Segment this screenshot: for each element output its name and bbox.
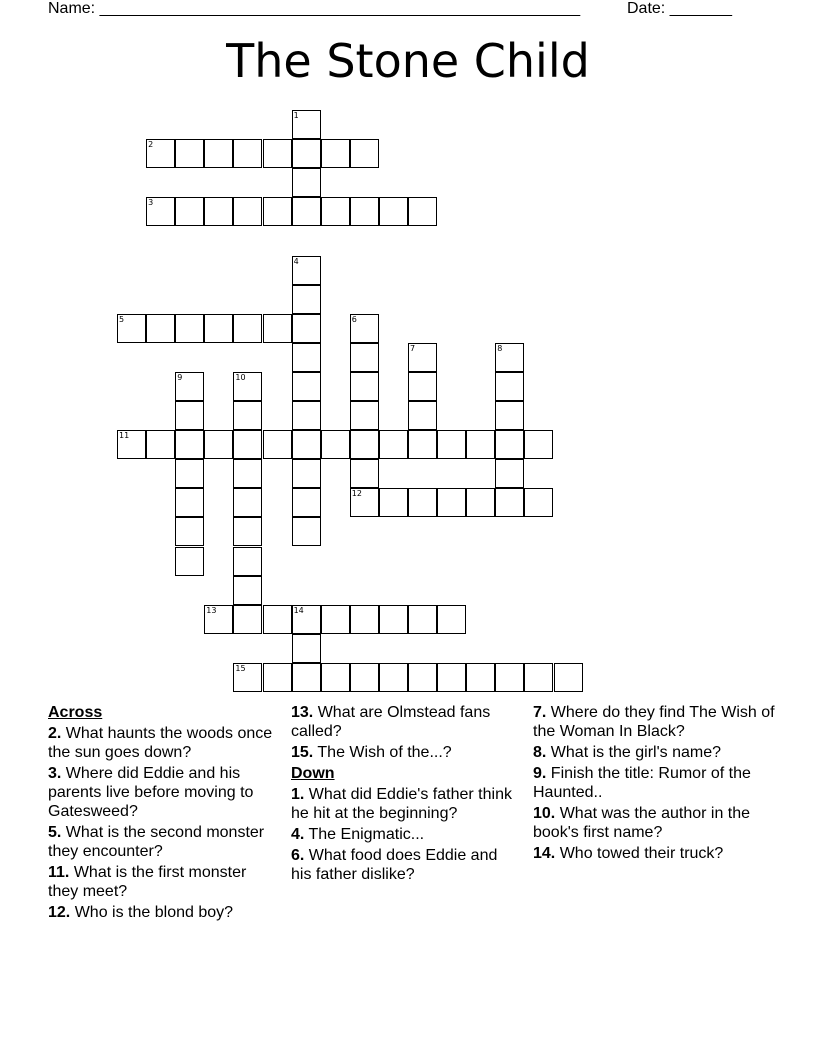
clue-text: The Wish of the...? [317,744,452,761]
grid-cell[interactable] [350,372,379,401]
clue-number: 7. [533,704,547,721]
grid-cell[interactable] [408,663,437,692]
grid-cell[interactable] [321,139,350,168]
clue-text: Who is the blond boy? [74,904,234,921]
clue-down-9 [533,764,783,802]
clue-number: 13. [291,704,314,721]
cell-number: 7 [410,343,416,353]
grid-cell[interactable] [175,430,204,459]
grid-cell[interactable] [437,430,466,459]
grid-cell[interactable] [350,605,379,634]
clue-across-11 [48,863,276,901]
clue-across-15 [291,743,521,762]
clue-down-1 [291,785,521,823]
grid-cell[interactable] [437,488,466,517]
grid-cell[interactable] [292,285,321,314]
grid-cell[interactable] [292,663,321,692]
clue-number: 5. [48,824,62,841]
grid-cell[interactable] [524,488,553,517]
grid-cell[interactable] [204,314,233,343]
grid-cell[interactable] [321,197,350,226]
grid-cell[interactable] [292,372,321,401]
grid-cell[interactable] [263,430,292,459]
grid-cell[interactable] [524,430,553,459]
clue-text: Where do they find The Wish of the Woman In Black? [533,704,775,740]
clue-text: What is the girl's name? [550,744,722,761]
clue-column-2 [291,703,521,886]
grid-cell[interactable] [408,197,437,226]
clue-number: 4. [291,826,305,843]
grid-cell[interactable] [204,139,233,168]
grid-cell[interactable] [146,139,175,168]
grid-cell[interactable] [379,197,408,226]
grid-cell[interactable] [466,430,495,459]
clue-down-14 [533,844,783,863]
grid-cell[interactable] [495,488,524,517]
grid-cell[interactable] [408,430,437,459]
clue-across-5 [48,823,276,861]
grid-cell[interactable] [292,168,321,197]
grid-cell[interactable] [292,634,321,663]
name-field[interactable]: Name: ______________________________________________________ [48,0,581,17]
clue-number: 3. [48,765,62,782]
cell-number: 11 [119,431,130,441]
clue-number: 11. [48,864,70,881]
clue-text: What did Eddie's father think he hit at the beginning? [291,786,512,822]
grid-cell[interactable] [292,139,321,168]
grid-cell[interactable] [350,663,379,692]
grid-cell[interactable] [204,430,233,459]
cell-number: 1 [293,111,299,120]
clue-down-7 [533,703,783,741]
grid-cell[interactable] [263,663,292,692]
clue-text: What is the first monster they meet? [48,864,247,900]
cell-number: 14 [293,605,304,615]
grid-cell[interactable] [233,547,262,576]
grid-cell[interactable] [263,314,292,343]
grid-cell[interactable] [292,256,321,285]
clue-across-12 [48,903,276,922]
grid-cell[interactable] [292,488,321,517]
grid-cell[interactable] [175,488,204,517]
grid-cell[interactable] [233,372,262,401]
cell-number: 8 [497,343,503,353]
grid-cell[interactable] [350,343,379,372]
grid-cell[interactable] [437,605,466,634]
clue-across-13 [291,703,521,741]
across-heading: Across [48,704,103,721]
clue-text: The Enigmatic... [308,826,425,843]
clue-down-4 [291,825,521,844]
clue-number: 2. [48,725,62,742]
cell-number: 5 [119,314,125,324]
clue-down-8 [533,743,783,762]
grid-cell[interactable] [379,663,408,692]
grid-cell[interactable] [554,663,583,692]
grid-cell[interactable] [408,605,437,634]
grid-cell[interactable] [233,663,262,692]
grid-cell[interactable] [204,197,233,226]
grid-cell[interactable] [350,139,379,168]
cell-number: 3 [148,198,154,208]
clue-text: Who towed their truck? [559,845,724,862]
grid-cell[interactable] [117,314,146,343]
grid-cell[interactable] [292,314,321,343]
clue-text: What was the author in the book's first name? [533,805,751,841]
clue-text: What haunts the woods once the sun goes down? [48,725,273,761]
clue-number: 12. [48,904,71,921]
grid-cell[interactable] [350,430,379,459]
grid-cell[interactable] [233,459,262,488]
grid-cell[interactable] [379,488,408,517]
grid-cell[interactable] [350,488,379,517]
grid-cell[interactable] [437,663,466,692]
clue-text: Where did Eddie and his parents live before moving to Gatesweed? [48,765,254,820]
grid-cell[interactable] [175,547,204,576]
grid-cell[interactable] [408,372,437,401]
grid-cell[interactable] [408,343,437,372]
grid-cell[interactable] [146,197,175,226]
grid-cell[interactable] [263,197,292,226]
clue-text: What are Olmstead fans called? [291,704,491,740]
clue-column-3 [533,703,783,865]
cell-number: 12 [351,489,362,499]
grid-cell[interactable] [350,197,379,226]
grid-cell[interactable] [321,663,350,692]
grid-cell[interactable] [175,139,204,168]
grid-cell[interactable] [292,110,321,139]
cell-number: 13 [206,605,217,615]
grid-cell[interactable] [233,139,262,168]
cell-number: 9 [177,372,183,382]
grid-cell[interactable] [233,488,262,517]
grid-cell[interactable] [233,605,262,634]
grid-cell[interactable] [146,314,175,343]
grid-cell[interactable] [292,197,321,226]
grid-cell[interactable] [495,401,524,430]
grid-cell[interactable] [321,605,350,634]
clue-down-6 [291,846,521,884]
cell-number: 15 [235,663,246,673]
grid-cell[interactable] [175,314,204,343]
clue-across-3 [48,764,276,821]
grid-cell[interactable] [292,430,321,459]
down-heading: Down [291,765,335,782]
date-field[interactable]: Date: _______ [627,0,732,17]
grid-cell[interactable] [233,576,262,605]
grid-cell[interactable] [233,401,262,430]
clue-number: 6. [291,847,305,864]
clue-number: 1. [291,786,305,803]
grid-cell[interactable] [292,459,321,488]
cell-number: 2 [148,140,154,150]
grid-cell[interactable] [350,314,379,343]
clue-number: 14. [533,845,556,862]
grid-cell[interactable] [175,459,204,488]
grid-cell[interactable] [379,430,408,459]
grid-cell[interactable] [263,605,292,634]
grid-cell[interactable] [495,343,524,372]
grid-cell[interactable] [292,343,321,372]
grid-cell[interactable] [350,401,379,430]
grid-cell[interactable] [495,459,524,488]
grid-cell[interactable] [233,314,262,343]
grid-cell[interactable] [321,430,350,459]
cell-number: 4 [293,256,299,266]
grid-cell[interactable] [175,401,204,430]
grid-cell[interactable] [524,663,553,692]
clue-number: 10. [533,805,556,822]
grid-cell[interactable] [233,517,262,546]
grid-cell[interactable] [204,605,233,634]
grid-cell[interactable] [495,663,524,692]
clue-number: 15. [291,744,314,761]
grid-cell[interactable] [292,517,321,546]
grid-cell[interactable] [495,372,524,401]
clue-text: What food does Eddie and his father dislike? [291,847,498,883]
grid-cell[interactable] [117,430,146,459]
clue-down-10 [533,804,783,842]
clue-across-2 [48,724,276,762]
grid-cell[interactable] [146,430,175,459]
grid-cell[interactable] [292,401,321,430]
clue-text: What is the second monster they encounter? [48,824,265,860]
grid-cell[interactable] [263,139,292,168]
grid-cell[interactable] [292,605,321,634]
clue-text: Finish the title: Rumor of the Haunted.. [533,765,751,801]
clue-number: 9. [533,765,547,782]
cell-number: 10 [235,372,246,382]
grid-cell[interactable] [233,197,262,226]
grid-cell[interactable] [408,488,437,517]
grid-cell[interactable] [466,488,495,517]
grid-cell[interactable] [175,517,204,546]
page-title: The Stone Child [226,34,590,88]
clue-number: 8. [533,744,547,761]
grid-cell[interactable] [408,401,437,430]
grid-cell[interactable] [233,430,262,459]
clue-column-1 [48,703,276,924]
grid-cell[interactable] [175,197,204,226]
grid-cell[interactable] [466,663,495,692]
grid-cell[interactable] [350,459,379,488]
grid-cell[interactable] [175,372,204,401]
grid-cell[interactable] [495,430,524,459]
grid-cell[interactable] [379,605,408,634]
cell-number: 6 [351,314,357,324]
